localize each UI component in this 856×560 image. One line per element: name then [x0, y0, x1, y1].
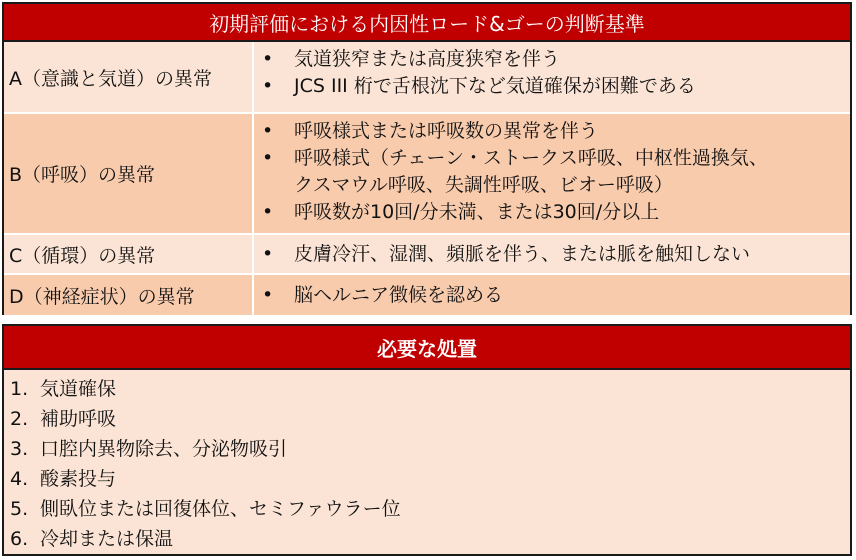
criteria-item: • 呼吸様式（チェーン・ストークス呼吸、中枢性過換気、 — [262, 145, 850, 172]
step-number: 6. — [10, 528, 29, 550]
bullet-icon: • — [262, 48, 274, 70]
treatment-step — [10, 404, 850, 434]
step-text: 冷却または保温 — [40, 528, 174, 550]
criteria-item: • 呼吸数が10回/分未満、または30回/分以上 — [262, 199, 850, 226]
treatment-step — [10, 434, 850, 464]
criteria-row-b — [4, 114, 850, 235]
treatment-title: 必要な処置 — [4, 326, 850, 370]
step-text: 酸素投与 — [40, 468, 117, 490]
step-text: 口腔内異物除去、分泌物吸引 — [40, 438, 288, 460]
criteria-row-a — [4, 42, 850, 114]
criteria-label-c: C（循環）の異常 — [4, 235, 254, 273]
treatment-step — [10, 464, 850, 494]
assessment-title: 初期評価における内因性ロード&ゴーの判断基準 — [4, 4, 850, 42]
treatment-step — [10, 494, 850, 524]
criteria-label-b: B（呼吸）の異常 — [4, 114, 254, 233]
criteria-items-a — [254, 42, 850, 112]
treatment-steps — [4, 370, 850, 554]
bullet-icon: • — [262, 147, 274, 169]
treatment-step — [10, 374, 850, 404]
step-text: 補助呼吸 — [40, 408, 117, 430]
criteria-row-d — [4, 275, 850, 315]
criteria-items-d — [254, 275, 850, 315]
step-number: 3. — [10, 438, 29, 460]
step-number: 2. — [10, 408, 29, 430]
treatment-panel — [2, 324, 852, 556]
bullet-icon: • — [262, 75, 274, 97]
bullet-icon: • — [262, 201, 274, 223]
step-text: 気道確保 — [40, 378, 117, 400]
bullet-icon: • — [262, 283, 274, 306]
criteria-row-c — [4, 235, 850, 275]
criteria-item: • 皮膚冷汗、湿潤、頻脈を伴う、または脈を触知しない — [262, 241, 850, 268]
step-text: 側臥位または回復体位、セミファウラー位 — [40, 498, 401, 520]
step-number: 5. — [10, 498, 29, 520]
criteria-items-b — [254, 114, 850, 233]
step-number: 4. — [10, 468, 29, 490]
criteria-item: • 脳ヘルニア徴候を認める — [262, 282, 850, 309]
treatment-step — [10, 524, 850, 554]
criteria-item: • JCS III 桁で舌根沈下など気道確保が困難である — [262, 73, 850, 100]
criteria-label-d: D（神経症状）の異常 — [4, 275, 254, 315]
criteria-label-a: A（意識と気道）の異常 — [4, 42, 254, 112]
criteria-item: • 呼吸様式または呼吸数の異常を伴う — [262, 118, 850, 145]
criteria-items-c — [254, 235, 850, 273]
criteria-item-continuation: クスマウル呼吸、失調性呼吸、ビオー呼吸） — [294, 174, 673, 196]
criteria-item: • 気道狭窄または高度狭窄を伴う — [262, 46, 850, 73]
step-number: 1. — [10, 378, 29, 400]
bullet-icon: • — [262, 120, 274, 142]
bullet-icon: • — [262, 242, 274, 265]
assessment-panel — [2, 2, 852, 315]
